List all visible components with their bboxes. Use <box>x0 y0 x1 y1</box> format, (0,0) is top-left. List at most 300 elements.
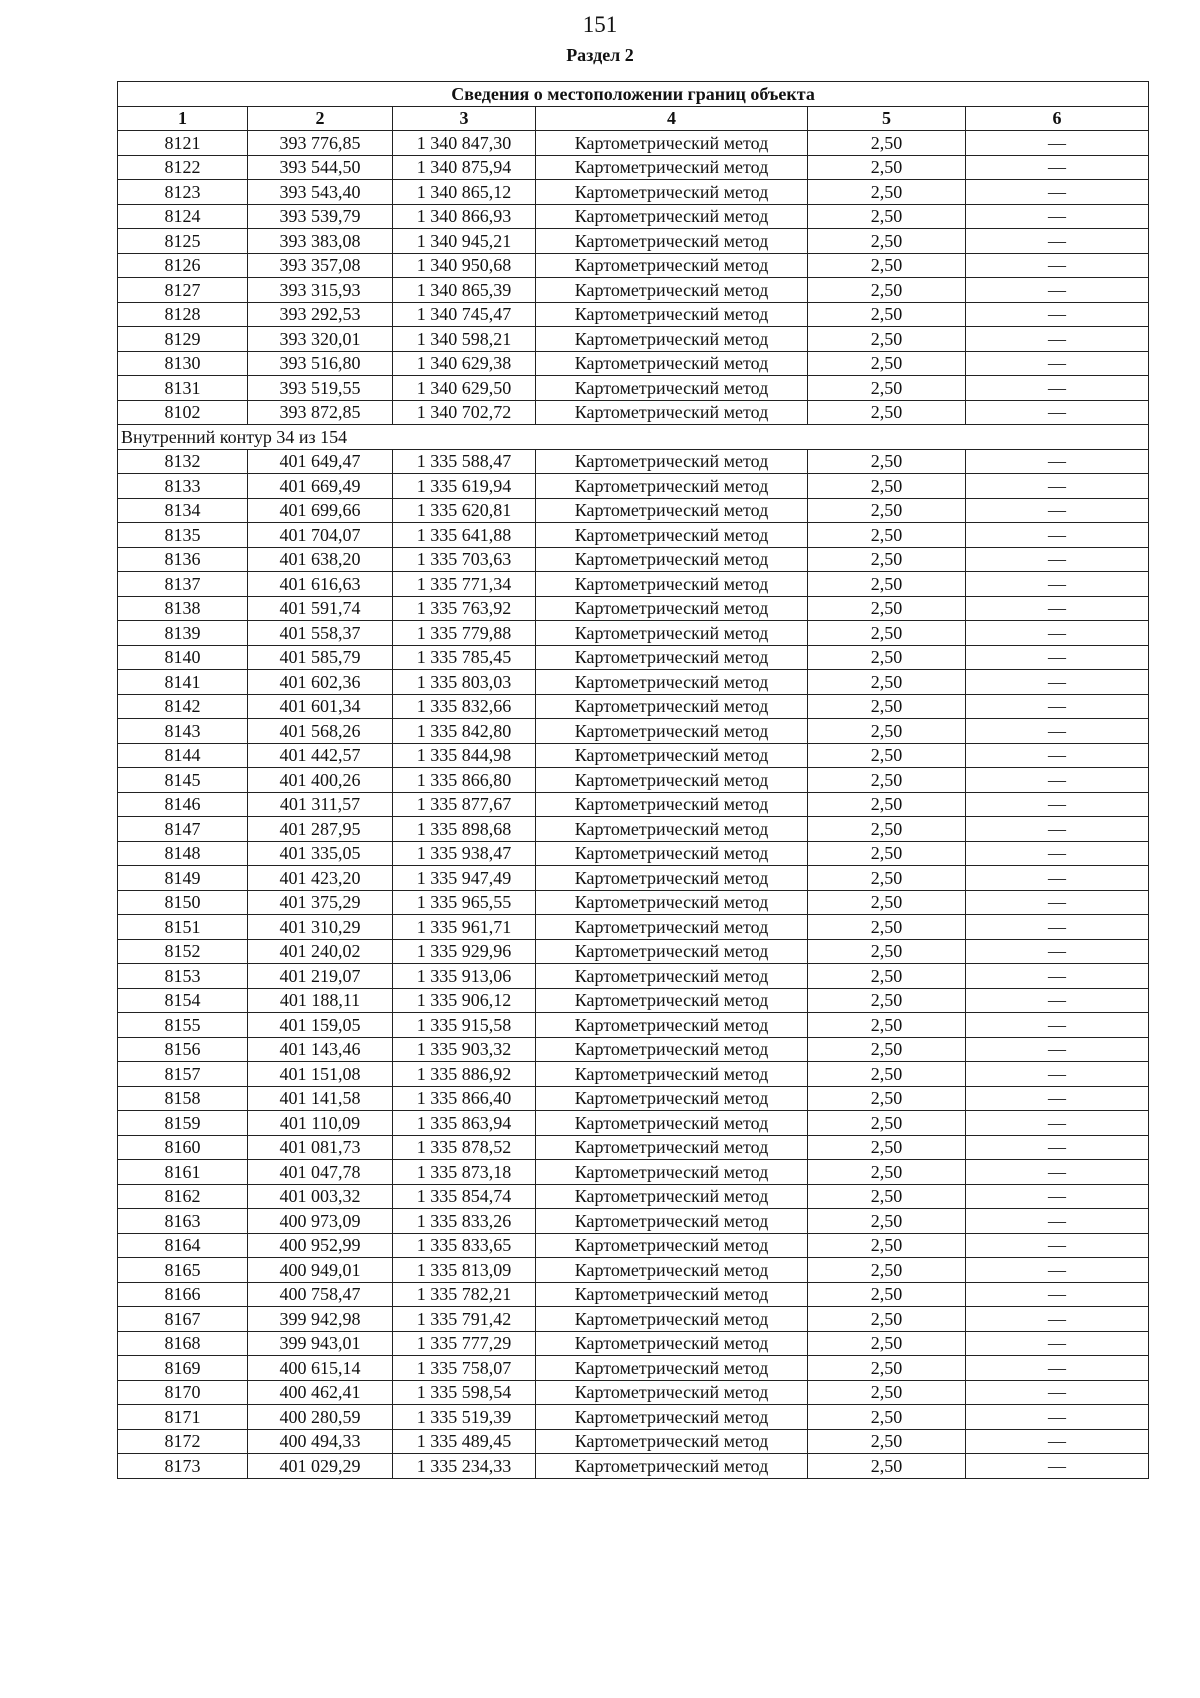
accuracy-cell: 2,50 <box>808 302 966 327</box>
table-row <box>118 498 1149 523</box>
point-number-cell: 8122 <box>118 155 248 180</box>
method-cell: Картометрический метод <box>536 1405 808 1430</box>
table-row <box>118 1111 1149 1136</box>
point-number-cell: 8125 <box>118 229 248 254</box>
description-cell: — <box>966 278 1149 303</box>
description-cell: — <box>966 1062 1149 1087</box>
table-row <box>118 1184 1149 1209</box>
y-coordinate-cell: 1 340 847,30 <box>393 131 536 156</box>
method-cell: Картометрический метод <box>536 1233 808 1258</box>
table-row <box>118 180 1149 205</box>
method-cell: Картометрический метод <box>536 817 808 842</box>
accuracy-cell: 2,50 <box>808 1062 966 1087</box>
x-coordinate-cell: 401 219,07 <box>248 964 393 989</box>
y-coordinate-cell: 1 335 641,88 <box>393 523 536 548</box>
accuracy-cell: 2,50 <box>808 1405 966 1430</box>
y-coordinate-cell: 1 335 965,55 <box>393 890 536 915</box>
y-coordinate-cell: 1 335 782,21 <box>393 1282 536 1307</box>
table-row <box>118 278 1149 303</box>
description-cell: — <box>966 1135 1149 1160</box>
y-coordinate-cell: 1 340 745,47 <box>393 302 536 327</box>
accuracy-cell: 2,50 <box>808 1135 966 1160</box>
y-coordinate-cell: 1 340 702,72 <box>393 400 536 425</box>
table-header <box>118 82 1149 131</box>
point-number-cell: 8163 <box>118 1209 248 1234</box>
accuracy-cell: 2,50 <box>808 547 966 572</box>
description-cell: — <box>966 1258 1149 1283</box>
point-number-cell: 8144 <box>118 743 248 768</box>
accuracy-cell: 2,50 <box>808 1209 966 1234</box>
accuracy-cell: 2,50 <box>808 1454 966 1479</box>
x-coordinate-cell: 401 143,46 <box>248 1037 393 1062</box>
x-coordinate-cell: 393 516,80 <box>248 351 393 376</box>
y-coordinate-cell: 1 335 866,40 <box>393 1086 536 1111</box>
method-cell: Картометрический метод <box>536 1429 808 1454</box>
description-cell: — <box>966 866 1149 891</box>
description-cell: — <box>966 1160 1149 1185</box>
method-cell: Картометрический метод <box>536 1086 808 1111</box>
x-coordinate-cell: 401 669,49 <box>248 474 393 499</box>
table-row <box>118 670 1149 695</box>
point-number-cell: 8169 <box>118 1356 248 1381</box>
table-row <box>118 939 1149 964</box>
description-cell: — <box>966 1429 1149 1454</box>
y-coordinate-cell: 1 340 629,38 <box>393 351 536 376</box>
point-number-cell: 8162 <box>118 1184 248 1209</box>
point-number-cell: 8102 <box>118 400 248 425</box>
table-row <box>118 866 1149 891</box>
point-number-cell: 8145 <box>118 768 248 793</box>
x-coordinate-cell: 399 942,98 <box>248 1307 393 1332</box>
point-number-cell: 8147 <box>118 817 248 842</box>
x-coordinate-cell: 400 973,09 <box>248 1209 393 1234</box>
table-row <box>118 1013 1149 1038</box>
table-row <box>118 988 1149 1013</box>
method-cell: Картометрический метод <box>536 670 808 695</box>
y-coordinate-cell: 1 335 785,45 <box>393 645 536 670</box>
table-row <box>118 302 1149 327</box>
description-cell: — <box>966 229 1149 254</box>
point-number-cell: 8128 <box>118 302 248 327</box>
table-row <box>118 351 1149 376</box>
method-cell: Картометрический метод <box>536 841 808 866</box>
y-coordinate-cell: 1 335 866,80 <box>393 768 536 793</box>
y-coordinate-cell: 1 335 906,12 <box>393 988 536 1013</box>
x-coordinate-cell: 401 110,09 <box>248 1111 393 1136</box>
x-coordinate-cell: 401 081,73 <box>248 1135 393 1160</box>
contour-label: Внутренний контур 34 из 154 <box>118 425 1149 450</box>
y-coordinate-cell: 1 335 813,09 <box>393 1258 536 1283</box>
accuracy-cell: 2,50 <box>808 278 966 303</box>
description-cell: — <box>966 327 1149 352</box>
description-cell: — <box>966 890 1149 915</box>
description-cell: — <box>966 572 1149 597</box>
accuracy-cell: 2,50 <box>808 1429 966 1454</box>
point-number-cell: 8172 <box>118 1429 248 1454</box>
x-coordinate-cell: 401 442,57 <box>248 743 393 768</box>
x-coordinate-cell: 401 188,11 <box>248 988 393 1013</box>
x-coordinate-cell: 401 335,05 <box>248 841 393 866</box>
method-cell: Картометрический метод <box>536 523 808 548</box>
point-number-cell: 8135 <box>118 523 248 548</box>
method-cell: Картометрический метод <box>536 768 808 793</box>
accuracy-cell: 2,50 <box>808 1258 966 1283</box>
y-coordinate-cell: 1 335 886,92 <box>393 1062 536 1087</box>
method-cell: Картометрический метод <box>536 1380 808 1405</box>
x-coordinate-cell: 399 943,01 <box>248 1331 393 1356</box>
accuracy-cell: 2,50 <box>808 449 966 474</box>
accuracy-cell: 2,50 <box>808 939 966 964</box>
accuracy-cell: 2,50 <box>808 1160 966 1185</box>
point-number-cell: 8140 <box>118 645 248 670</box>
x-coordinate-cell: 401 423,20 <box>248 866 393 891</box>
point-number-cell: 8137 <box>118 572 248 597</box>
point-number-cell: 8153 <box>118 964 248 989</box>
description-cell: — <box>966 1331 1149 1356</box>
x-coordinate-cell: 400 462,41 <box>248 1380 393 1405</box>
method-cell: Картометрический метод <box>536 719 808 744</box>
description-cell: — <box>966 1356 1149 1381</box>
accuracy-cell: 2,50 <box>808 1111 966 1136</box>
accuracy-cell: 2,50 <box>808 1086 966 1111</box>
method-cell: Картометрический метод <box>536 1135 808 1160</box>
point-number-cell: 8138 <box>118 596 248 621</box>
description-cell: — <box>966 743 1149 768</box>
x-coordinate-cell: 400 615,14 <box>248 1356 393 1381</box>
y-coordinate-cell: 1 335 620,81 <box>393 498 536 523</box>
method-cell: Картометрический метод <box>536 1209 808 1234</box>
accuracy-cell: 2,50 <box>808 327 966 352</box>
x-coordinate-cell: 401 638,20 <box>248 547 393 572</box>
accuracy-cell: 2,50 <box>808 523 966 548</box>
description-cell: — <box>966 1086 1149 1111</box>
description-cell: — <box>966 204 1149 229</box>
point-number-cell: 8154 <box>118 988 248 1013</box>
method-cell: Картометрический метод <box>536 302 808 327</box>
y-coordinate-cell: 1 340 945,21 <box>393 229 536 254</box>
description-cell: — <box>966 1233 1149 1258</box>
accuracy-cell: 2,50 <box>808 621 966 646</box>
point-number-cell: 8136 <box>118 547 248 572</box>
y-coordinate-cell: 1 340 598,21 <box>393 327 536 352</box>
point-number-cell: 8139 <box>118 621 248 646</box>
column-header: 1 <box>118 106 248 131</box>
x-coordinate-cell: 400 952,99 <box>248 1233 393 1258</box>
description-cell: — <box>966 988 1149 1013</box>
y-coordinate-cell: 1 335 915,58 <box>393 1013 536 1038</box>
point-number-cell: 8160 <box>118 1135 248 1160</box>
x-coordinate-cell: 401 287,95 <box>248 817 393 842</box>
point-number-cell: 8168 <box>118 1331 248 1356</box>
table-row <box>118 1037 1149 1062</box>
y-coordinate-cell: 1 335 842,80 <box>393 719 536 744</box>
x-coordinate-cell: 393 519,55 <box>248 376 393 401</box>
point-number-cell: 8167 <box>118 1307 248 1332</box>
y-coordinate-cell: 1 335 489,45 <box>393 1429 536 1454</box>
column-header: 5 <box>808 106 966 131</box>
method-cell: Картометрический метод <box>536 1258 808 1283</box>
page-number: 151 <box>582 12 618 37</box>
point-number-cell: 8143 <box>118 719 248 744</box>
x-coordinate-cell: 401 568,26 <box>248 719 393 744</box>
y-coordinate-cell: 1 335 961,71 <box>393 915 536 940</box>
method-cell: Картометрический метод <box>536 1013 808 1038</box>
method-cell: Картометрический метод <box>536 1307 808 1332</box>
accuracy-cell: 2,50 <box>808 719 966 744</box>
method-cell: Картометрический метод <box>536 278 808 303</box>
accuracy-cell: 2,50 <box>808 180 966 205</box>
point-number-cell: 8148 <box>118 841 248 866</box>
y-coordinate-cell: 1 335 873,18 <box>393 1160 536 1185</box>
point-number-cell: 8121 <box>118 131 248 156</box>
method-cell: Картометрический метод <box>536 1454 808 1479</box>
accuracy-cell: 2,50 <box>808 841 966 866</box>
y-coordinate-cell: 1 335 234,33 <box>393 1454 536 1479</box>
y-coordinate-cell: 1 335 758,07 <box>393 1356 536 1381</box>
accuracy-cell: 2,50 <box>808 204 966 229</box>
description-cell: — <box>966 694 1149 719</box>
method-cell: Картометрический метод <box>536 694 808 719</box>
x-coordinate-cell: 401 159,05 <box>248 1013 393 1038</box>
accuracy-cell: 2,50 <box>808 1307 966 1332</box>
x-coordinate-cell: 400 494,33 <box>248 1429 393 1454</box>
point-number-cell: 8171 <box>118 1405 248 1430</box>
description-cell: — <box>966 155 1149 180</box>
table-row <box>118 817 1149 842</box>
x-coordinate-cell: 401 029,29 <box>248 1454 393 1479</box>
x-coordinate-cell: 401 151,08 <box>248 1062 393 1087</box>
x-coordinate-cell: 401 375,29 <box>248 890 393 915</box>
method-cell: Картометрический метод <box>536 180 808 205</box>
point-number-cell: 8127 <box>118 278 248 303</box>
table-row <box>118 523 1149 548</box>
point-number-cell: 8165 <box>118 1258 248 1283</box>
y-coordinate-cell: 1 335 703,63 <box>393 547 536 572</box>
table-row <box>118 1429 1149 1454</box>
accuracy-cell: 2,50 <box>808 351 966 376</box>
y-coordinate-cell: 1 335 929,96 <box>393 939 536 964</box>
y-coordinate-cell: 1 335 832,66 <box>393 694 536 719</box>
description-cell: — <box>966 180 1149 205</box>
column-header: 6 <box>966 106 1149 131</box>
description-cell: — <box>966 964 1149 989</box>
table-row <box>118 449 1149 474</box>
y-coordinate-cell: 1 335 863,94 <box>393 1111 536 1136</box>
table-row <box>118 155 1149 180</box>
table-caption-row <box>118 82 1149 107</box>
point-number-cell: 8159 <box>118 1111 248 1136</box>
point-number-cell: 8133 <box>118 474 248 499</box>
x-coordinate-cell: 401 558,37 <box>248 621 393 646</box>
description-cell: — <box>966 498 1149 523</box>
point-number-cell: 8156 <box>118 1037 248 1062</box>
x-coordinate-cell: 401 141,58 <box>248 1086 393 1111</box>
description-cell: — <box>966 253 1149 278</box>
method-cell: Картометрический метод <box>536 596 808 621</box>
point-number-cell: 8123 <box>118 180 248 205</box>
accuracy-cell: 2,50 <box>808 1233 966 1258</box>
table-row <box>118 1331 1149 1356</box>
table-row <box>118 253 1149 278</box>
y-coordinate-cell: 1 335 878,52 <box>393 1135 536 1160</box>
table-row <box>118 1135 1149 1160</box>
accuracy-cell: 2,50 <box>808 1282 966 1307</box>
table-row <box>118 229 1149 254</box>
point-number-cell: 8146 <box>118 792 248 817</box>
method-cell: Картометрический метод <box>536 204 808 229</box>
boundary-coordinates-table <box>117 81 1149 1479</box>
description-cell: — <box>966 351 1149 376</box>
x-coordinate-cell: 401 704,07 <box>248 523 393 548</box>
y-coordinate-cell: 1 335 877,67 <box>393 792 536 817</box>
table-row <box>118 204 1149 229</box>
accuracy-cell: 2,50 <box>808 866 966 891</box>
x-coordinate-cell: 401 601,34 <box>248 694 393 719</box>
description-cell: — <box>966 841 1149 866</box>
point-number-cell: 8161 <box>118 1160 248 1185</box>
y-coordinate-cell: 1 335 803,03 <box>393 670 536 695</box>
y-coordinate-cell: 1 335 588,47 <box>393 449 536 474</box>
accuracy-cell: 2,50 <box>808 670 966 695</box>
table-row <box>118 1380 1149 1405</box>
method-cell: Картометрический метод <box>536 621 808 646</box>
table-row <box>118 400 1149 425</box>
accuracy-cell: 2,50 <box>808 988 966 1013</box>
description-cell: — <box>966 817 1149 842</box>
method-cell: Картометрический метод <box>536 939 808 964</box>
y-coordinate-cell: 1 335 598,54 <box>393 1380 536 1405</box>
description-cell: — <box>966 449 1149 474</box>
method-cell: Картометрический метод <box>536 1331 808 1356</box>
y-coordinate-cell: 1 335 844,98 <box>393 743 536 768</box>
table-row <box>118 719 1149 744</box>
method-cell: Картометрический метод <box>536 498 808 523</box>
method-cell: Картометрический метод <box>536 964 808 989</box>
description-cell: — <box>966 792 1149 817</box>
method-cell: Картометрический метод <box>536 572 808 597</box>
description-cell: — <box>966 547 1149 572</box>
x-coordinate-cell: 401 400,26 <box>248 768 393 793</box>
x-coordinate-cell: 393 776,85 <box>248 131 393 156</box>
method-cell: Картометрический метод <box>536 866 808 891</box>
point-number-cell: 8149 <box>118 866 248 891</box>
x-coordinate-cell: 393 320,01 <box>248 327 393 352</box>
accuracy-cell: 2,50 <box>808 400 966 425</box>
table-row <box>118 596 1149 621</box>
x-coordinate-cell: 401 311,57 <box>248 792 393 817</box>
method-cell: Картометрический метод <box>536 229 808 254</box>
x-coordinate-cell: 401 699,66 <box>248 498 393 523</box>
table-row <box>118 645 1149 670</box>
column-header: 3 <box>393 106 536 131</box>
method-cell: Картометрический метод <box>536 1037 808 1062</box>
description-cell: — <box>966 596 1149 621</box>
table-body <box>118 131 1149 1479</box>
y-coordinate-cell: 1 335 777,29 <box>393 1331 536 1356</box>
method-cell: Картометрический метод <box>536 1356 808 1381</box>
table-row <box>118 474 1149 499</box>
accuracy-cell: 2,50 <box>808 792 966 817</box>
description-cell: — <box>966 1184 1149 1209</box>
point-number-cell: 8173 <box>118 1454 248 1479</box>
x-coordinate-cell: 393 315,93 <box>248 278 393 303</box>
point-number-cell: 8130 <box>118 351 248 376</box>
point-number-cell: 8152 <box>118 939 248 964</box>
description-cell: — <box>966 1282 1149 1307</box>
table-row <box>118 621 1149 646</box>
table-row <box>118 1307 1149 1332</box>
y-coordinate-cell: 1 335 763,92 <box>393 596 536 621</box>
description-cell: — <box>966 474 1149 499</box>
description-cell: — <box>966 1454 1149 1479</box>
y-coordinate-cell: 1 340 865,39 <box>393 278 536 303</box>
method-cell: Картометрический метод <box>536 547 808 572</box>
x-coordinate-cell: 401 585,79 <box>248 645 393 670</box>
y-coordinate-cell: 1 335 519,39 <box>393 1405 536 1430</box>
table-row <box>118 1282 1149 1307</box>
point-number-cell: 8142 <box>118 694 248 719</box>
y-coordinate-cell: 1 335 898,68 <box>393 817 536 842</box>
accuracy-cell: 2,50 <box>808 743 966 768</box>
accuracy-cell: 2,50 <box>808 1013 966 1038</box>
description-cell: — <box>966 302 1149 327</box>
description-cell: — <box>966 621 1149 646</box>
column-header: 4 <box>536 106 808 131</box>
y-coordinate-cell: 1 335 833,65 <box>393 1233 536 1258</box>
accuracy-cell: 2,50 <box>808 596 966 621</box>
point-number-cell: 8134 <box>118 498 248 523</box>
accuracy-cell: 2,50 <box>808 768 966 793</box>
accuracy-cell: 2,50 <box>808 376 966 401</box>
accuracy-cell: 2,50 <box>808 694 966 719</box>
table-row <box>118 131 1149 156</box>
point-number-cell: 8129 <box>118 327 248 352</box>
accuracy-cell: 2,50 <box>808 1331 966 1356</box>
table-row <box>118 743 1149 768</box>
method-cell: Картометрический метод <box>536 1282 808 1307</box>
point-number-cell: 8170 <box>118 1380 248 1405</box>
table-row <box>118 1062 1149 1087</box>
x-coordinate-cell: 401 240,02 <box>248 939 393 964</box>
table-row <box>118 547 1149 572</box>
table-row <box>118 1086 1149 1111</box>
description-cell: — <box>966 376 1149 401</box>
method-cell: Картометрический метод <box>536 743 808 768</box>
description-cell: — <box>966 1209 1149 1234</box>
method-cell: Картометрический метод <box>536 376 808 401</box>
point-number-cell: 8157 <box>118 1062 248 1087</box>
table-row <box>118 964 1149 989</box>
y-coordinate-cell: 1 335 903,32 <box>393 1037 536 1062</box>
y-coordinate-cell: 1 335 791,42 <box>393 1307 536 1332</box>
description-cell: — <box>966 719 1149 744</box>
accuracy-cell: 2,50 <box>808 890 966 915</box>
accuracy-cell: 2,50 <box>808 1356 966 1381</box>
point-number-cell: 8124 <box>118 204 248 229</box>
y-coordinate-cell: 1 335 779,88 <box>393 621 536 646</box>
description-cell: — <box>966 1380 1149 1405</box>
point-number-cell: 8151 <box>118 915 248 940</box>
accuracy-cell: 2,50 <box>808 498 966 523</box>
point-number-cell: 8141 <box>118 670 248 695</box>
contour-row <box>118 425 1149 450</box>
y-coordinate-cell: 1 335 854,74 <box>393 1184 536 1209</box>
y-coordinate-cell: 1 335 947,49 <box>393 866 536 891</box>
method-cell: Картометрический метод <box>536 1111 808 1136</box>
method-cell: Картометрический метод <box>536 327 808 352</box>
y-coordinate-cell: 1 340 629,50 <box>393 376 536 401</box>
x-coordinate-cell: 393 543,40 <box>248 180 393 205</box>
